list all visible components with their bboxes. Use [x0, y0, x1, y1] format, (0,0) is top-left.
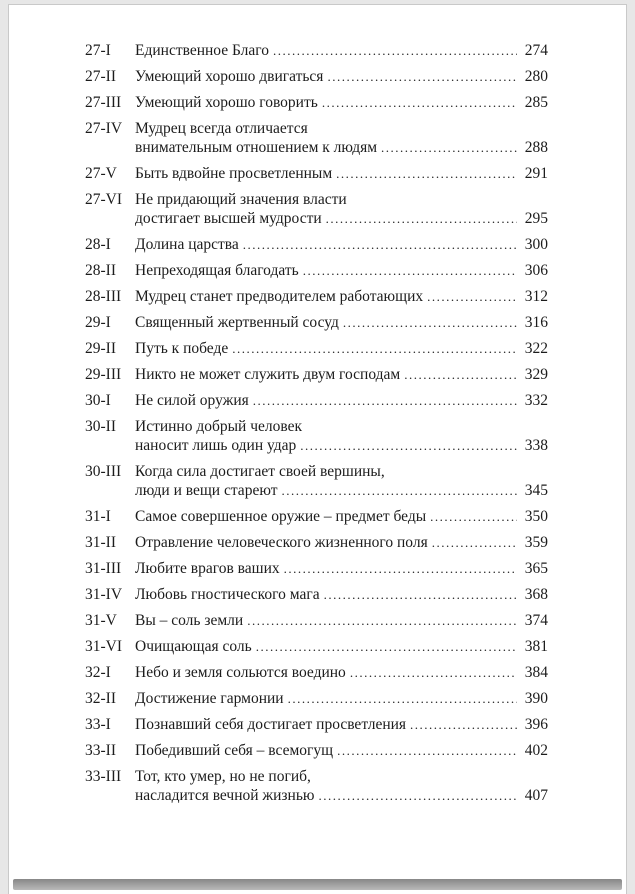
entry-page: 374 [524, 612, 548, 629]
entry-number: 31-V [85, 612, 117, 629]
dot-leader [327, 67, 517, 86]
dot-leader [273, 41, 517, 60]
entry-page: 300 [524, 236, 548, 253]
entry-number: 33-III [85, 768, 122, 785]
toc-entry-line [85, 507, 548, 526]
toc-entry-line [85, 67, 548, 86]
entry-number: 33-II [85, 742, 116, 759]
toc-entry-line [85, 417, 548, 436]
entry-title: Когда сила достигает своей вершины, [135, 463, 385, 480]
toc-entry [85, 235, 548, 254]
entry-number: 27-IV [85, 120, 123, 137]
toc-entry [85, 119, 548, 157]
entry-title: Вы – соль земли [135, 612, 244, 629]
entry-title: Познавший себя достигает просветления [135, 716, 407, 733]
entry-page: 288 [524, 139, 548, 156]
toc-entry-line [85, 119, 548, 138]
entry-number: 29-I [85, 314, 111, 331]
toc-entry-line [85, 559, 548, 578]
entry-number: 30-III [85, 463, 122, 480]
dot-leader [337, 741, 517, 760]
entry-title: достигает высшей мудрости [135, 210, 322, 227]
toc-entry-line [85, 481, 548, 500]
entry-title: Мудрец всегда отличается [135, 120, 308, 137]
entry-title: люди и вещи стареют [135, 482, 278, 499]
toc-entry-line [85, 741, 548, 760]
entry-number: 27-II [85, 68, 116, 85]
dot-leader [350, 663, 517, 682]
toc-entry [85, 462, 548, 500]
toc-entry [85, 559, 548, 578]
entry-page: 295 [524, 210, 548, 227]
entry-title: Никто не может служить двум господам [135, 366, 401, 383]
entry-number: 27-I [85, 42, 111, 59]
entry-number: 31-IV [85, 586, 123, 603]
entry-title: насладится вечной жизнью [135, 787, 315, 804]
entry-page: 280 [524, 68, 548, 85]
toc-entry [85, 41, 548, 60]
entry-title: Отравление человеческого жизненного поля [135, 534, 428, 551]
toc-entry-line [85, 41, 548, 60]
entry-title: Любовь гностического мага [135, 586, 320, 603]
entry-number: 32-I [85, 664, 111, 681]
toc-entry [85, 767, 548, 805]
entry-title: Непреходящая благодать [135, 262, 299, 279]
dot-leader [336, 164, 517, 183]
toc-entry [85, 741, 548, 760]
entry-number: 31-III [85, 560, 122, 577]
entry-title: внимательным отношением к людям [135, 139, 378, 156]
entry-title: Умеющий хорошо двигаться [135, 68, 324, 85]
entry-page: 285 [524, 94, 548, 111]
entry-title: Путь к победе [135, 340, 229, 357]
entry-title: Быть вдвойне просветленным [135, 165, 333, 182]
dot-leader [410, 715, 517, 734]
entry-title: наносит лишь один удар [135, 437, 297, 454]
entry-page: 350 [524, 508, 548, 525]
dot-leader [326, 209, 517, 228]
entry-number: 30-II [85, 418, 116, 435]
entry-number: 27-VI [85, 191, 123, 208]
toc-entry-line [85, 93, 548, 112]
entry-title: Священный жертвенный сосуд [135, 314, 339, 331]
toc-entry-line [85, 689, 548, 708]
entry-title: Очищающая соль [135, 638, 252, 655]
entry-title: Не придающий значения власти [135, 191, 347, 208]
dot-leader [324, 585, 517, 604]
toc-entry-line [85, 585, 548, 604]
entry-page: 402 [524, 742, 548, 759]
entry-number: 30-I [85, 392, 111, 409]
toc-entry-line [85, 715, 548, 734]
toc-entry-line [85, 287, 548, 306]
entry-page: 396 [524, 716, 548, 733]
entry-title: Тот, кто умер, но не погиб, [135, 768, 311, 785]
entry-page: 365 [524, 560, 548, 577]
dot-leader [281, 481, 517, 500]
entry-page: 390 [524, 690, 548, 707]
entry-title: Единственное Благо [135, 42, 270, 59]
toc-entry-line [85, 767, 548, 786]
toc-entry [85, 261, 548, 280]
toc-entry [85, 585, 548, 604]
toc-entry-line [85, 637, 548, 656]
toc-entry [85, 67, 548, 86]
entry-title: Умеющий хорошо говорить [135, 94, 318, 111]
entry-page: 384 [524, 664, 548, 681]
dot-leader [253, 391, 517, 410]
toc-entry [85, 287, 548, 306]
entry-number: 28-II [85, 262, 116, 279]
entry-page: 338 [524, 437, 548, 454]
toc-entry [85, 637, 548, 656]
toc-entry-line [85, 235, 548, 254]
entry-title: Долина царства [135, 236, 239, 253]
dot-leader [319, 786, 518, 805]
toc-entry [85, 339, 548, 358]
toc-entry [85, 164, 548, 183]
toc-entry-line [85, 164, 548, 183]
entry-title: Не силой оружия [135, 392, 249, 409]
scanned-page [8, 4, 627, 894]
toc-entry-line [85, 313, 548, 332]
toc-list [9, 5, 626, 805]
toc-entry-line [85, 436, 548, 455]
entry-title: Победивший себя – всемогущ [135, 742, 334, 759]
entry-number: 29-II [85, 340, 116, 357]
toc-entry-line [85, 261, 548, 280]
dot-leader [432, 533, 517, 552]
entry-page: 407 [524, 787, 548, 804]
entry-title: Небо и земля сольются воедино [135, 664, 346, 681]
toc-entry-line [85, 365, 548, 384]
entry-title: Самое совершенное оружие – предмет беды [135, 508, 427, 525]
dot-leader [256, 637, 517, 656]
toc-entry [85, 533, 548, 552]
entry-page: 291 [524, 165, 548, 182]
entry-page: 345 [524, 482, 548, 499]
dot-leader [430, 507, 517, 526]
dot-leader [284, 559, 517, 578]
entry-number: 33-I [85, 716, 111, 733]
dot-leader [322, 93, 517, 112]
entry-number: 27-V [85, 165, 117, 182]
entry-page: 316 [524, 314, 548, 331]
dot-leader [247, 611, 517, 630]
entry-number: 31-I [85, 508, 111, 525]
toc-entry [85, 417, 548, 455]
toc-entry-line [85, 339, 548, 358]
entry-page: 359 [524, 534, 548, 551]
toc-entry-line [85, 611, 548, 630]
toc-entry [85, 689, 548, 708]
entry-page: 329 [524, 366, 548, 383]
dot-leader [381, 138, 517, 157]
toc-entry [85, 313, 548, 332]
entry-page: 274 [524, 42, 548, 59]
entry-page: 381 [524, 638, 548, 655]
entry-page: 306 [524, 262, 548, 279]
toc-entry [85, 715, 548, 734]
entry-page: 332 [524, 392, 548, 409]
toc-entry-line [85, 209, 548, 228]
toc-entry [85, 507, 548, 526]
toc-entry [85, 391, 548, 410]
dot-leader [303, 261, 517, 280]
entry-number: 28-I [85, 236, 111, 253]
entry-title: Любите врагов ваших [135, 560, 280, 577]
dot-leader [243, 235, 517, 254]
toc-entry-line [85, 462, 548, 481]
page-bottom-shadow [13, 879, 622, 890]
toc-entry [85, 93, 548, 112]
dot-leader [288, 689, 517, 708]
entry-number: 31-II [85, 534, 116, 551]
toc-entry-line [85, 663, 548, 682]
dot-leader [343, 313, 517, 332]
dot-leader [427, 287, 517, 306]
toc-entry-line [85, 533, 548, 552]
toc-entry [85, 611, 548, 630]
entry-number: 32-II [85, 690, 116, 707]
dot-leader [300, 436, 517, 455]
entry-number: 31-VI [85, 638, 123, 655]
entry-number: 27-III [85, 94, 122, 111]
entry-page: 312 [524, 288, 548, 305]
toc-entry [85, 190, 548, 228]
entry-page: 368 [524, 586, 548, 603]
entry-number: 29-III [85, 366, 122, 383]
entry-title: Достижение гармонии [135, 690, 284, 707]
entry-title: Истинно добрый человек [135, 418, 303, 435]
entry-title: Мудрец станет предводителем работающих [135, 288, 424, 305]
toc-entry-line [85, 138, 548, 157]
dot-leader [232, 339, 517, 358]
toc-entry-line [85, 190, 548, 209]
toc-entry-line [85, 786, 548, 805]
toc-entry [85, 663, 548, 682]
entry-number: 28-III [85, 288, 122, 305]
toc-entry [85, 365, 548, 384]
dot-leader [404, 365, 517, 384]
entry-page: 322 [524, 340, 548, 357]
toc-entry-line [85, 391, 548, 410]
